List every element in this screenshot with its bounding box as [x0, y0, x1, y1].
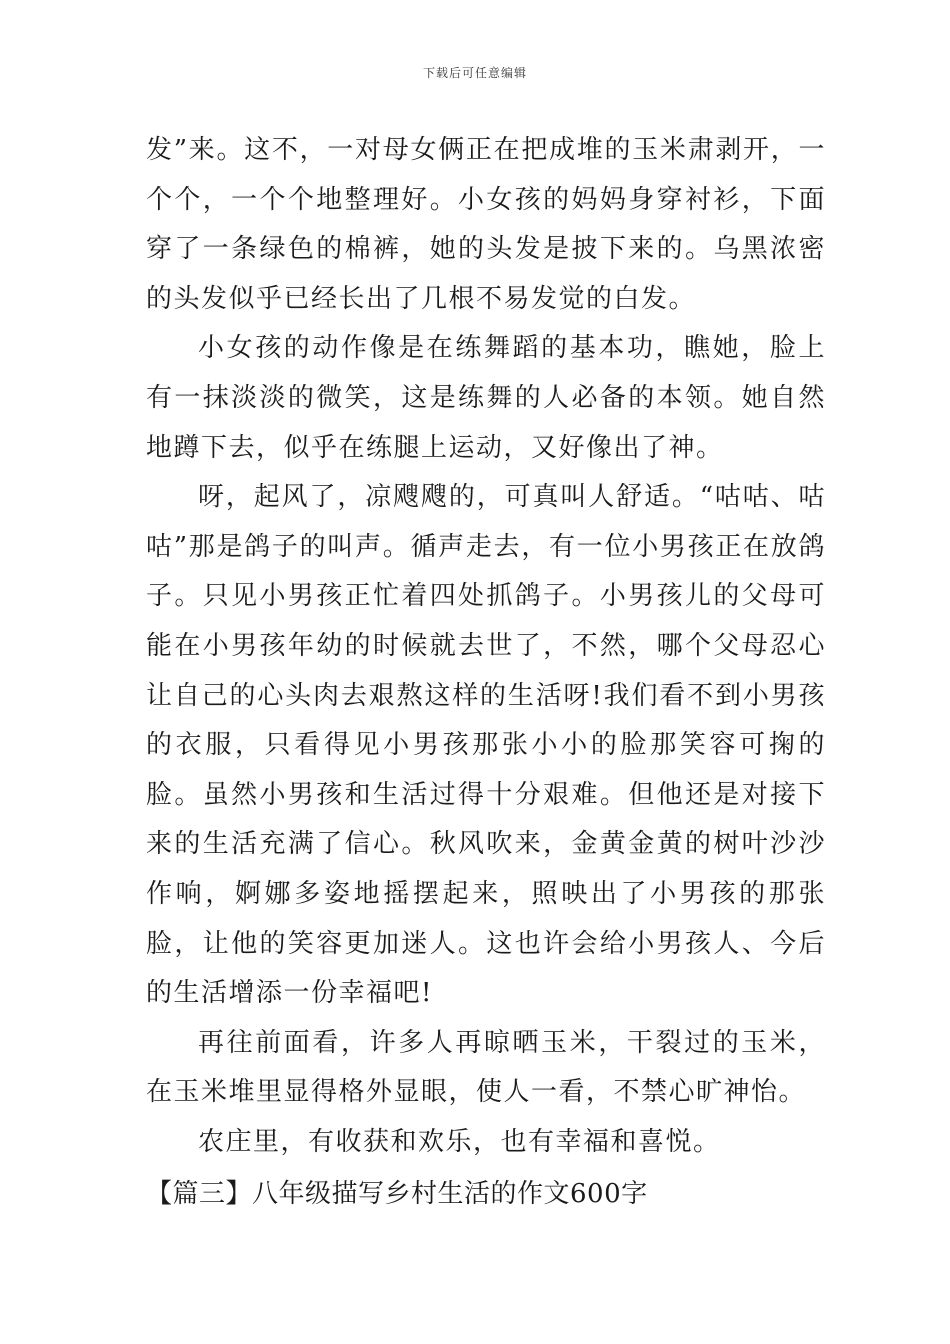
- paragraph-2: 小女孩的动作像是在练舞蹈的基本功，瞧她，脸上有一抹淡淡的微笑，这是练舞的人必备的本领。她自然地蹲下去，似乎在练腿上运动，又好像出了神。: [146, 333, 826, 463]
- paragraph-1: 发”来。这不，一对母女俩正在把成堆的玉米肃剥开，一个个，一个个地整理好。小女孩的妈妈身穿衬衫，下面穿了一条绿色的棉裤，她的头发是披下来的。乌黑浓密的头发似乎已经长出了几根不易发觉的白发。: [146, 135, 826, 314]
- section-heading: 【篇三】八年级描写乡村生活的作文600字: [146, 1179, 648, 1209]
- document-body: [146, 126, 826, 1167]
- paragraph-3: 呀，起风了，凉飕飕的，可真叫人舒适。“咕咕、咕咕”那是鸽子的叫声。循声走去，有一位小男孩正在放鸽子。只见小男孩正忙着四处抓鸽子。小男孩儿的父母可能在小男孩年幼的时候就去世了，不然，哪个父母忍心让自己的心头肉去艰熬这样的生活呀!我们看不到小男孩的衣服，只看得见小男孩那张小小的脸那笑容可掬的脸。虽然小男孩和生活过得十分艰难。但他还是对接下来的生活充满了信心。秋风吹来，金黄金黄的树叶沙沙作响，婀娜多姿地摇摆起来，照映出了小男孩的那张脸，让他的笑容更加迷人。这也许会给小男孩人、今后的生活增添一份幸福吧!: [146, 482, 826, 1009]
- paragraph-4: 再往前面看，许多人再晾晒玉米，干裂过的玉米，在玉米堆里显得格外显眼，使人一看，不禁心旷神怡。: [146, 1027, 826, 1108]
- paragraph-5: 农庄里，有收获和欢乐，也有幸福和喜悦。: [198, 1126, 721, 1157]
- page-header: 下载后可任意编辑: [422, 66, 527, 80]
